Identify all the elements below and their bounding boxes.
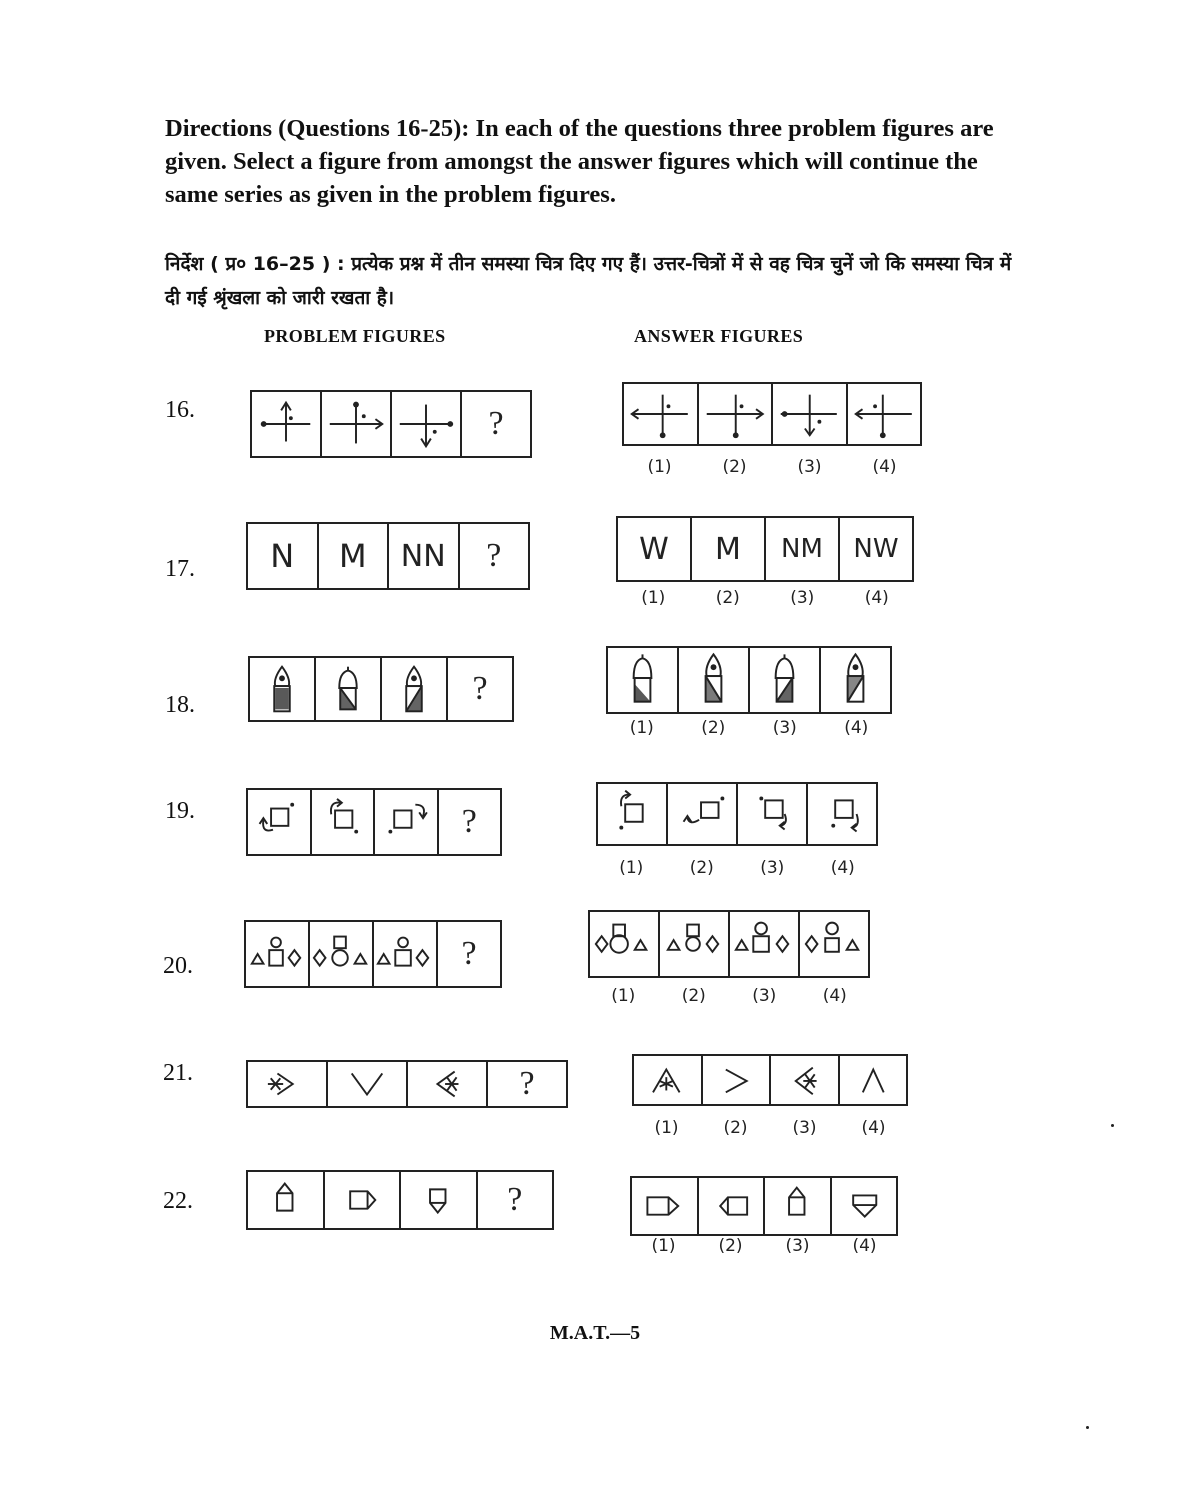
cross-arrow-left-icon — [624, 384, 697, 444]
q16-answer-figure-2[interactable] — [699, 384, 774, 444]
q16-problem-figure-1 — [252, 392, 322, 456]
chevron-right-icon — [703, 1056, 770, 1104]
q21-answer-figures — [632, 1054, 908, 1106]
square-curved-arrow-icon — [808, 784, 876, 844]
q21-answer-figure-1[interactable] — [634, 1056, 703, 1104]
q18-answer-figure-2[interactable] — [679, 648, 750, 712]
q18-problem-figure-1 — [250, 658, 316, 720]
q20-answer-figures — [588, 910, 870, 978]
question-21-number: 21. — [163, 1060, 193, 1086]
chevron-up-icon — [840, 1056, 907, 1104]
answer-label: (1) — [654, 1118, 679, 1138]
question-mark: ? — [519, 1065, 535, 1102]
q17-problem-figure-2 — [319, 524, 390, 588]
q17-problem-figure-1 — [248, 524, 319, 588]
q18-answer-figures — [606, 646, 892, 714]
q19-answer-figure-4[interactable] — [808, 784, 876, 844]
answer-label: (2) — [718, 1236, 743, 1256]
q21-problem-figure-4 — [488, 1062, 566, 1106]
q16-answer-figure-4[interactable] — [848, 384, 921, 444]
answer-label: (4) — [852, 1236, 877, 1256]
square-curved-arrow-icon — [668, 784, 736, 844]
q17-answer-figure-3[interactable] — [766, 518, 840, 580]
q20-problem-figure-4 — [438, 922, 500, 986]
answer-label: (2) — [681, 986, 706, 1006]
q19-answer-figure-1[interactable] — [598, 784, 668, 844]
answer-label: (3) — [752, 986, 777, 1006]
answer-label: (1) — [619, 858, 644, 878]
question-17-number: 17. — [165, 556, 195, 582]
answer-label: (1) — [641, 588, 666, 608]
q16-answer-labels — [622, 457, 922, 477]
question-mark: ? — [461, 935, 477, 972]
dome-box-icon — [316, 658, 380, 720]
answer-label: (2) — [723, 1118, 748, 1138]
answer-label: (2) — [722, 457, 747, 477]
shapes-row-icon — [660, 912, 728, 976]
q21-problem-figure-2 — [328, 1062, 408, 1106]
shapes-row-icon — [374, 922, 436, 986]
square-curved-arrow-icon — [375, 790, 437, 854]
letter-figure: M — [715, 531, 741, 567]
q22-answer-figures — [630, 1176, 898, 1236]
square-curved-arrow-icon — [248, 790, 310, 854]
q22-answer-figure-3[interactable] — [765, 1178, 832, 1234]
q21-problem-figure-1 — [248, 1062, 328, 1106]
page-footer: M.A.T.—5 — [549, 1322, 641, 1344]
q16-problem-figure-4 — [462, 392, 530, 456]
answer-label: (3) — [785, 1236, 810, 1256]
chevron-up-star-icon — [634, 1056, 701, 1104]
q18-problem-figures — [248, 656, 514, 722]
problem-figures-heading: PROBLEM FIGURES — [264, 326, 446, 346]
shapes-row-icon — [246, 922, 308, 986]
chevron-left-star-icon — [771, 1056, 838, 1104]
flame-box-icon — [250, 658, 314, 720]
q20-answer-labels — [588, 986, 870, 1006]
q18-answer-labels — [606, 718, 892, 738]
q19-problem-figures — [246, 788, 502, 856]
question-mark: ? — [486, 537, 502, 574]
q16-answer-figures — [622, 382, 922, 446]
letter-figure: NN — [400, 538, 446, 574]
shapes-row-icon — [590, 912, 658, 976]
q22-answer-figure-1[interactable] — [632, 1178, 699, 1234]
q16-problem-figures — [250, 390, 532, 458]
answer-label: (1) — [629, 718, 654, 738]
cross-arrow-right-icon — [699, 384, 772, 444]
answer-label: (2) — [689, 858, 714, 878]
q20-problem-figures — [244, 920, 502, 988]
square-curved-arrow-icon — [312, 790, 374, 854]
q21-answer-figure-2[interactable] — [703, 1056, 772, 1104]
question-mark: ? — [488, 405, 504, 442]
shapes-row-icon — [310, 922, 372, 986]
q19-problem-figure-1 — [248, 790, 312, 854]
q17-answer-figures — [616, 516, 914, 582]
answer-label: (4) — [864, 588, 889, 608]
q18-problem-figure-3 — [382, 658, 448, 720]
q20-problem-figure-3 — [374, 922, 438, 986]
q21-problem-figure-3 — [408, 1062, 488, 1106]
answer-label: (3) — [772, 718, 797, 738]
q18-problem-figure-4 — [448, 658, 512, 720]
answer-label: (2) — [715, 588, 740, 608]
dome-box-icon — [608, 648, 677, 712]
directions-english: Directions (Questions 16-25): In each of the questions three problem figures are given. Select a figure from amongst the answer figures which will continue the same series as given in the problem figures. — [165, 115, 994, 208]
letter-figure: NW — [853, 534, 899, 564]
q17-answer-labels — [616, 588, 914, 608]
cross-arrow-down-icon — [773, 384, 846, 444]
question-20-number: 20. — [163, 953, 193, 979]
q21-answer-figure-3[interactable] — [771, 1056, 840, 1104]
q20-answer-figure-4[interactable] — [800, 912, 868, 976]
q17-problem-figure-4 — [460, 524, 529, 588]
q22-answer-figure-2[interactable] — [699, 1178, 766, 1234]
q22-problem-figure-2 — [325, 1172, 402, 1228]
pentagon-house-down-icon — [401, 1172, 476, 1228]
shapes-row-icon — [800, 912, 868, 976]
flame-box-icon — [679, 648, 748, 712]
q20-answer-figure-1[interactable] — [590, 912, 660, 976]
q17-problem-figures — [246, 522, 530, 590]
q18-answer-figure-3[interactable] — [750, 648, 821, 712]
pentagon-house-up-icon — [248, 1172, 323, 1228]
question-mark: ? — [472, 670, 488, 707]
pentagon-house-up-icon — [765, 1178, 830, 1234]
q18-answer-figure-1[interactable] — [608, 648, 679, 712]
q20-answer-figure-2[interactable] — [660, 912, 730, 976]
q20-answer-figure-3[interactable] — [730, 912, 800, 976]
letter-figure: NM — [781, 534, 823, 564]
question-mark: ? — [507, 1181, 523, 1218]
q16-answer-figure-3[interactable] — [773, 384, 848, 444]
answer-label: (4) — [830, 858, 855, 878]
q19-answer-figure-2[interactable] — [668, 784, 738, 844]
q22-problem-figures — [246, 1170, 554, 1230]
answer-label: (4) — [861, 1118, 886, 1138]
dome-box-icon — [750, 648, 819, 712]
letter-figure: N — [270, 537, 295, 575]
answer-label: (1) — [647, 457, 672, 477]
answer-label: (3) — [790, 588, 815, 608]
shapes-row-icon — [730, 912, 798, 976]
cross-arrow-left-icon — [848, 384, 921, 444]
q22-problem-figure-3 — [401, 1172, 478, 1228]
q21-answer-figure-4[interactable] — [840, 1056, 907, 1104]
answer-label: (3) — [792, 1118, 817, 1138]
answer-label: (3) — [760, 858, 785, 878]
q21-problem-figures — [246, 1060, 568, 1108]
answer-label: (1) — [611, 986, 636, 1006]
pentagon-house-left-icon — [699, 1178, 764, 1234]
answer-label: (1) — [651, 1236, 676, 1256]
pentagon-house-right-icon — [325, 1172, 400, 1228]
q19-answer-labels — [596, 858, 878, 878]
cross-arrow-up-icon — [252, 392, 320, 456]
cross-arrow-down-icon — [392, 392, 460, 456]
answer-label: (2) — [701, 718, 726, 738]
square-curved-arrow-icon — [738, 784, 806, 844]
answer-figures-heading: ANSWER FIGURES — [634, 326, 804, 346]
question-mark: ? — [461, 803, 477, 840]
q19-problem-figure-4 — [439, 790, 501, 854]
letter-figure: M — [338, 537, 367, 575]
q20-problem-figure-2 — [310, 922, 374, 986]
letter-figure: W — [639, 531, 669, 567]
q19-problem-figure-2 — [312, 790, 376, 854]
q18-answer-figure-4[interactable] — [821, 648, 890, 712]
pentagon-house-right-icon — [632, 1178, 697, 1234]
q19-problem-figure-3 — [375, 790, 439, 854]
q16-problem-figure-2 — [322, 392, 392, 456]
answer-label: (4) — [844, 718, 869, 738]
stray-dot — [1111, 1124, 1114, 1127]
answer-label: (4) — [822, 986, 847, 1006]
cross-arrow-right-icon — [322, 392, 390, 456]
chevron-right-star-icon — [248, 1062, 326, 1106]
q22-answer-labels — [630, 1236, 898, 1256]
q17-problem-figure-3 — [389, 524, 460, 588]
q16-answer-figure-1[interactable] — [624, 384, 699, 444]
q19-answer-figure-3[interactable] — [738, 784, 808, 844]
q20-problem-figure-1 — [246, 922, 310, 986]
q17-answer-figure-2[interactable] — [692, 518, 766, 580]
q16-problem-figure-3 — [392, 392, 462, 456]
chevron-left-star-icon — [408, 1062, 486, 1106]
stray-dot — [1086, 1426, 1089, 1429]
q22-problem-figure-1 — [248, 1172, 325, 1228]
q19-answer-figures — [596, 782, 878, 846]
q22-answer-figure-4[interactable] — [832, 1178, 897, 1234]
flame-box-icon — [382, 658, 446, 720]
answer-label: (3) — [797, 457, 822, 477]
q17-answer-figure-1[interactable] — [618, 518, 692, 580]
q22-problem-figure-4 — [478, 1172, 553, 1228]
question-18-number: 18. — [165, 692, 195, 718]
q17-answer-figure-4[interactable] — [840, 518, 912, 580]
square-curved-arrow-icon — [598, 784, 666, 844]
directions-hindi: निर्देश ( प्र० 16–25 ) : प्रत्येक प्रश्न में तीन समस्या चित्र दिए गए हैं। उत्तर-चित्रों में से वह चित्र चुनें जो कि समस्या चित्र में दी गई श्रृंखला को जारी रखता है। — [165, 253, 1012, 309]
question-16-number: 16. — [165, 397, 195, 423]
pentagon-house-down-icon — [832, 1178, 897, 1234]
q21-answer-labels — [632, 1118, 908, 1138]
flame-box-icon — [821, 648, 890, 712]
question-22-number: 22. — [163, 1188, 193, 1214]
chevron-down-icon — [328, 1062, 406, 1106]
answer-label: (4) — [872, 457, 897, 477]
q18-problem-figure-2 — [316, 658, 382, 720]
question-19-number: 19. — [165, 798, 195, 824]
